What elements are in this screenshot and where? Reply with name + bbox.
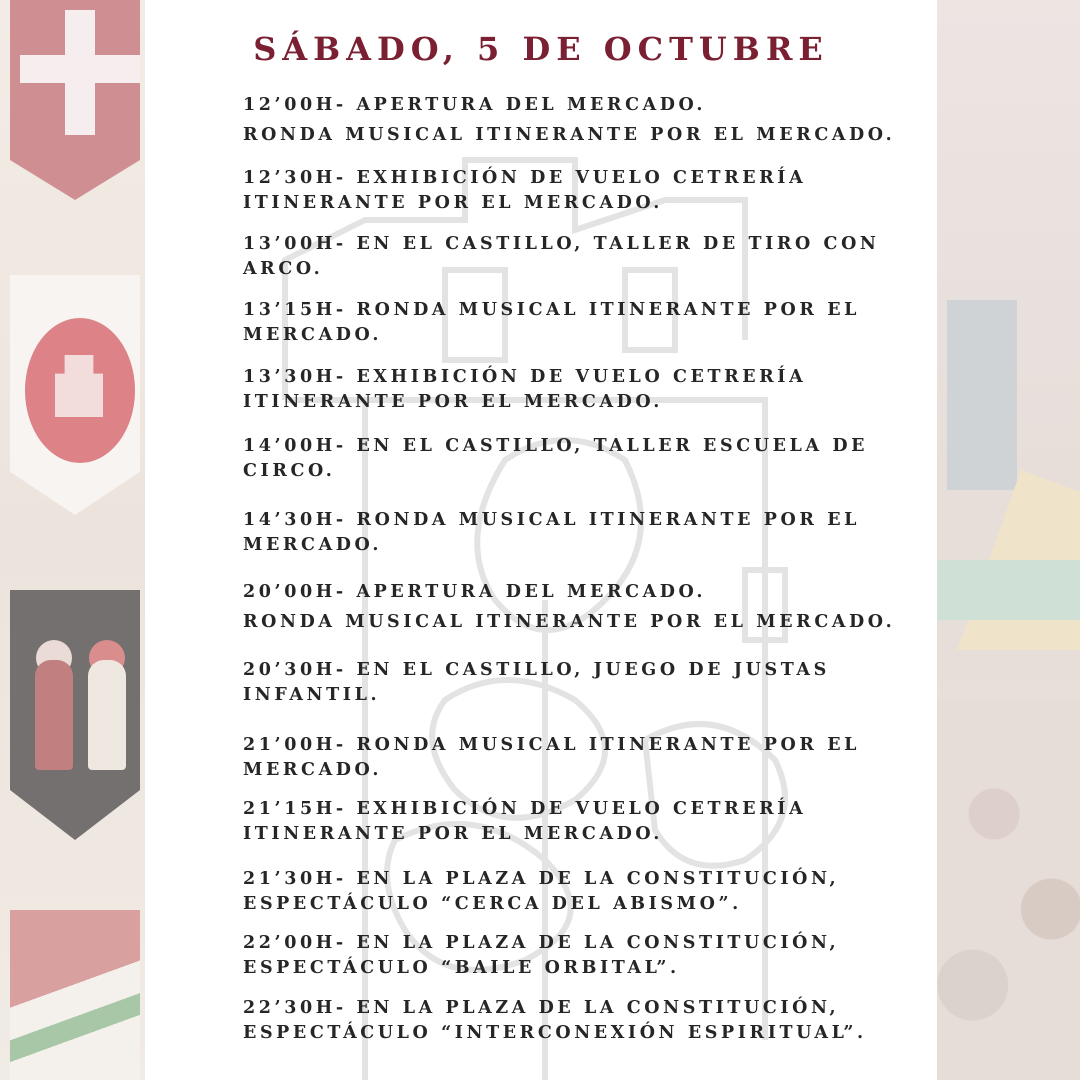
schedule-entry	[243, 580, 895, 634]
entry-detail-line: ITINERANTE POR EL MERCADO.	[243, 823, 663, 844]
schedule-page	[145, 0, 937, 1080]
entry-detail-line: ESPECTÁCULO “BAILE ORBITAL”.	[243, 957, 680, 978]
schedule-entry	[243, 733, 860, 782]
figure-red	[35, 660, 73, 770]
entry-time-line: 14’00H- EN EL CASTILLO, TALLER ESCUELA DE	[243, 436, 869, 456]
entry-detail-line: MERCADO.	[243, 534, 383, 555]
entry-detail-line: INFANTIL.	[243, 684, 381, 705]
schedule-entry	[243, 797, 806, 846]
schedule-entry	[243, 93, 895, 147]
entry-detail-line: RONDA MUSICAL ITINERANTE POR EL MERCADO.	[243, 611, 896, 632]
schedule-entry	[243, 434, 868, 483]
entry-time-line: 13’15H- RONDA MUSICAL ITINERANTE POR EL	[243, 300, 861, 320]
striped-pennant	[10, 910, 140, 1080]
entry-time-line: 22’30H- EN LA PLAZA DE LA CONSTITUCIÓN,	[243, 998, 840, 1018]
schedule-entry	[243, 232, 880, 281]
schedule-entry	[243, 931, 839, 980]
entry-detail-line: ESPECTÁCULO “CERCA DEL ABISMO”.	[243, 893, 742, 914]
entry-time-line: 21’30H- EN LA PLAZA DE LA CONSTITUCIÓN,	[243, 869, 840, 889]
schedule-entry	[243, 365, 806, 414]
entry-time-line: 12’30H- EXHIBICIÓN DE VUELO CETRERÍA	[243, 168, 807, 188]
crowd-shapes	[937, 700, 1080, 1080]
entry-detail-line: ITINERANTE POR EL MERCADO.	[243, 391, 663, 412]
entry-time-line: 13’30H- EXHIBICIÓN DE VUELO CETRERÍA	[243, 367, 807, 387]
schedule-entry	[243, 508, 860, 557]
cross-emblem-bar	[20, 55, 140, 83]
entry-time-line: 12’00H- APERTURA DEL MERCADO.	[243, 95, 707, 115]
window-shape	[947, 300, 1017, 490]
entry-time-line: 21’00H- RONDA MUSICAL ITINERANTE POR EL	[243, 735, 861, 755]
entry-time-line: 20’30H- EN EL CASTILLO, JUEGO DE JUSTAS	[243, 660, 830, 680]
entry-detail-line: RONDA MUSICAL ITINERANTE POR EL MERCADO.	[243, 124, 896, 145]
entry-detail-line: MERCADO.	[243, 759, 383, 780]
schedule-entry	[243, 996, 867, 1045]
entry-time-line: 14’30H- RONDA MUSICAL ITINERANTE POR EL	[243, 510, 861, 530]
entry-detail-line: CIRCO.	[243, 460, 336, 481]
entry-time-line: 20’00H- APERTURA DEL MERCADO.	[243, 582, 707, 602]
entry-time-line: 13’00H- EN EL CASTILLO, TALLER DE TIRO CON	[243, 234, 880, 254]
schedule-entry	[243, 867, 839, 916]
entry-time-line: 21’15H- EXHIBICIÓN DE VUELO CETRERÍA	[243, 799, 807, 819]
left-decorative-banners	[0, 0, 145, 1080]
entry-detail-line: ESPECTÁCULO “INTERCONEXIÓN ESPIRITUAL”.	[243, 1022, 867, 1043]
figure-white	[88, 660, 126, 770]
right-market-photo	[937, 0, 1080, 1080]
schedule-entry	[243, 166, 806, 215]
page-title: SÁBADO, 5 DE OCTUBRE	[253, 30, 829, 68]
entry-detail-line: ARCO.	[243, 258, 324, 279]
entry-detail-line: ITINERANTE POR EL MERCADO.	[243, 192, 663, 213]
entry-time-line: 22’00H- EN LA PLAZA DE LA CONSTITUCIÓN,	[243, 933, 840, 953]
schedule-entry	[243, 298, 860, 347]
schedule-entry	[243, 658, 830, 707]
awning-stripe	[937, 560, 1080, 620]
entry-detail-line: MERCADO.	[243, 324, 383, 345]
